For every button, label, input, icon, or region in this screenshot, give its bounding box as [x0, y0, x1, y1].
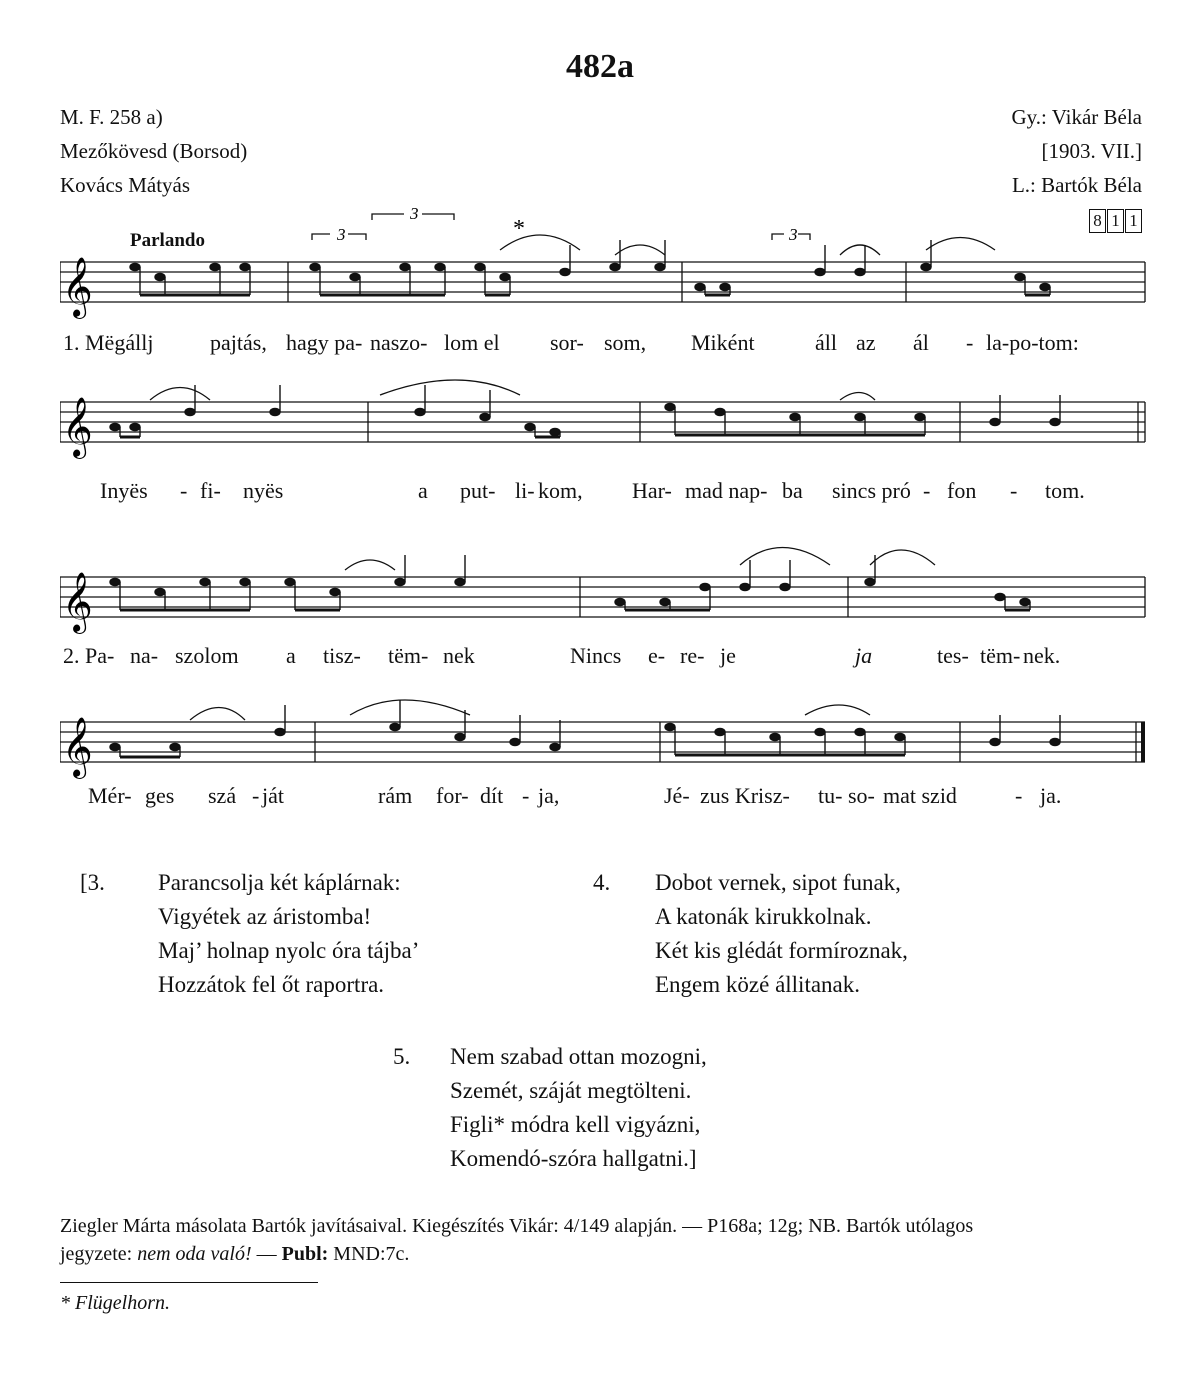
lyric-syllable: ját	[262, 783, 284, 808]
stanza-line: Maj’ holnap nyolc óra tájba’	[158, 938, 420, 963]
stanza-line: Engem közé állitanak.	[655, 972, 861, 997]
lyric-syllable: 1. Mëgállj	[63, 330, 154, 355]
music-staff-2	[60, 360, 1150, 470]
note-ref: MND:7c.	[328, 1243, 410, 1265]
lyrics-line-3	[60, 643, 1150, 673]
lyric-syllable: tes-	[937, 643, 969, 668]
class-box: 1	[1107, 209, 1124, 233]
music-staff-4	[60, 680, 1150, 795]
treble-clef-icon: 𝄞	[62, 397, 93, 457]
lyric-syllable: nek.	[1023, 643, 1061, 668]
lyric-syllable: -	[1015, 783, 1023, 808]
lyric-syllable: a	[286, 643, 296, 668]
lyric-syllable: szá	[208, 783, 237, 808]
lyrics-line-4	[60, 783, 1150, 813]
lyric-syllable: put-	[460, 478, 496, 503]
stanza-line: Parancsolja két káplárnak:	[158, 870, 401, 895]
stanza-number: 4.	[593, 870, 611, 895]
stanza-line: Dobot vernek, sipot funak,	[655, 870, 901, 895]
stanza-line: Szemét, száját megtölteni.	[450, 1078, 692, 1103]
stanza-line: Hozzátok fel őt raportra.	[158, 972, 385, 997]
lyric-syllable: na-	[130, 643, 159, 668]
lyric-syllable: dít	[480, 783, 504, 808]
lyric-syllable: tëm-	[980, 643, 1021, 668]
triplet-mark: 3	[337, 225, 346, 244]
note-italic: nem oda való!	[137, 1243, 252, 1265]
lyric-syllable: hagy pa-	[286, 330, 363, 355]
lyric-syllable: tu-	[818, 783, 843, 808]
stanza-lines	[450, 1040, 707, 1176]
collector: Gy.: Vikár Béla	[1011, 105, 1142, 129]
lyric-syllable: rám	[378, 783, 413, 808]
lyric-syllable: fon	[947, 478, 977, 503]
lyric-syllable: sor-	[550, 330, 584, 355]
stanza-lines	[158, 866, 419, 1002]
treble-clef-icon: 𝄞	[62, 717, 93, 777]
editorial-note	[60, 1212, 1155, 1268]
lyrics-line-2	[60, 478, 1150, 508]
lyric-syllable: pajtás,	[210, 330, 267, 355]
tempo-marking: Parlando	[130, 230, 205, 251]
lyric-syllable: szolom	[175, 643, 239, 668]
stanza-line: Két kis glédát formíroznak,	[655, 938, 908, 963]
lyric-syllable: Inyës	[100, 478, 148, 503]
note-bold: Publ:	[281, 1243, 329, 1265]
transcriber: L.: Bartók Béla	[1011, 173, 1142, 197]
music-staff-1	[60, 200, 1150, 340]
note-line-2	[60, 1240, 1155, 1268]
note-text: jegyzete:	[60, 1243, 138, 1265]
lyric-syllable: ja.	[1040, 783, 1062, 808]
source-info	[60, 100, 247, 202]
lyric-syllable: sincs pró	[832, 478, 911, 503]
source-location: Mezőkövesd (Borsod)	[60, 139, 248, 163]
lyric-syllable: nyës	[243, 478, 284, 503]
triplet-mark: 3	[410, 204, 419, 223]
stanza-number: 5.	[393, 1044, 411, 1069]
lyric-syllable: 2. Pa-	[63, 643, 115, 668]
lyric-syllable: Har-	[632, 478, 672, 503]
lyric-syllable: Miként	[691, 330, 755, 355]
treble-clef-icon: 𝄞	[62, 572, 93, 632]
lyric-syllable: Jé-	[664, 783, 690, 808]
lyric-syllable: -	[923, 478, 931, 503]
lyric-syllable: ja	[855, 643, 873, 668]
lyric-syllable: re-	[680, 643, 705, 668]
stanza-number: [3.	[80, 870, 105, 895]
lyric-syllable: li-	[515, 478, 535, 503]
lyric-syllable: az	[856, 330, 876, 355]
class-box: 1	[1125, 209, 1142, 233]
performer: Kovács Mátyás	[60, 173, 191, 197]
lyric-syllable: ba	[782, 478, 803, 503]
lyric-syllable: tom.	[1045, 478, 1085, 503]
lyric-syllable: fi-	[200, 478, 221, 503]
lyric-syllable: -	[1010, 478, 1018, 503]
lyric-syllable: som,	[604, 330, 647, 355]
lyrics-line-1	[60, 330, 1150, 360]
lyric-syllable: ál	[913, 330, 929, 355]
source-code: M. F. 258 a)	[60, 105, 163, 129]
lyric-syllable: ja,	[538, 783, 560, 808]
lyric-syllable: Nincs	[570, 643, 622, 668]
lyric-syllable: tisz-	[323, 643, 361, 668]
song-number: 482a	[566, 48, 634, 85]
triplet-mark: 3	[789, 225, 798, 244]
stanza-line: Komendó-szóra hallgatni.]	[450, 1146, 697, 1171]
stanza-lines	[655, 866, 908, 1002]
note-dash: —	[251, 1243, 282, 1265]
lyric-syllable: -	[180, 478, 188, 503]
class-box: 8	[1089, 209, 1106, 233]
stanza-line: A katonák kirukkolnak.	[655, 904, 872, 929]
stanza-line: Nem szabad ottan mozogni,	[450, 1044, 707, 1069]
lyric-syllable: ges	[145, 783, 175, 808]
music-staff-3	[60, 525, 1150, 645]
lyric-syllable: tëm-	[388, 643, 429, 668]
lyric-syllable: áll	[815, 330, 837, 355]
lyric-syllable: for-	[436, 783, 469, 808]
stanza-line: Vigyétek az áristomba!	[158, 904, 372, 929]
lyric-syllable: nek	[443, 643, 475, 668]
treble-clef-icon: 𝄞	[62, 257, 93, 317]
footnote-star: *	[513, 216, 525, 242]
lyric-syllable: -	[966, 330, 974, 355]
lyric-syllable: so-	[848, 783, 875, 808]
lyric-syllable: zus Krisz-	[700, 783, 790, 808]
lyric-syllable: lom el	[444, 330, 500, 355]
lyric-syllable: -	[252, 783, 260, 808]
footnote: * Flügelhorn.	[60, 1292, 170, 1314]
lyric-syllable: -	[522, 783, 530, 808]
lyric-syllable: a	[418, 478, 428, 503]
lyric-syllable: je	[720, 643, 736, 668]
lyric-syllable: e-	[648, 643, 666, 668]
note-line-1: Ziegler Márta másolata Bartók javításaival. Kiegészítés Vikár: 4/149 alapján. — P168a; 12g; NB. Bartók utólagos	[60, 1215, 974, 1237]
footnote-divider	[60, 1282, 318, 1283]
lyric-syllable: la-po-tom:	[986, 330, 1079, 355]
lyric-syllable: kom,	[538, 478, 583, 503]
lyric-syllable: naszo-	[370, 330, 428, 355]
lyric-syllable: mat szid	[883, 783, 957, 808]
stanza-line: Figli* módra kell vigyázni,	[450, 1112, 701, 1137]
collection-date: [1903. VII.]	[1041, 139, 1142, 163]
lyric-syllable: mad nap-	[685, 478, 768, 503]
lyric-syllable: Mér-	[88, 783, 132, 808]
